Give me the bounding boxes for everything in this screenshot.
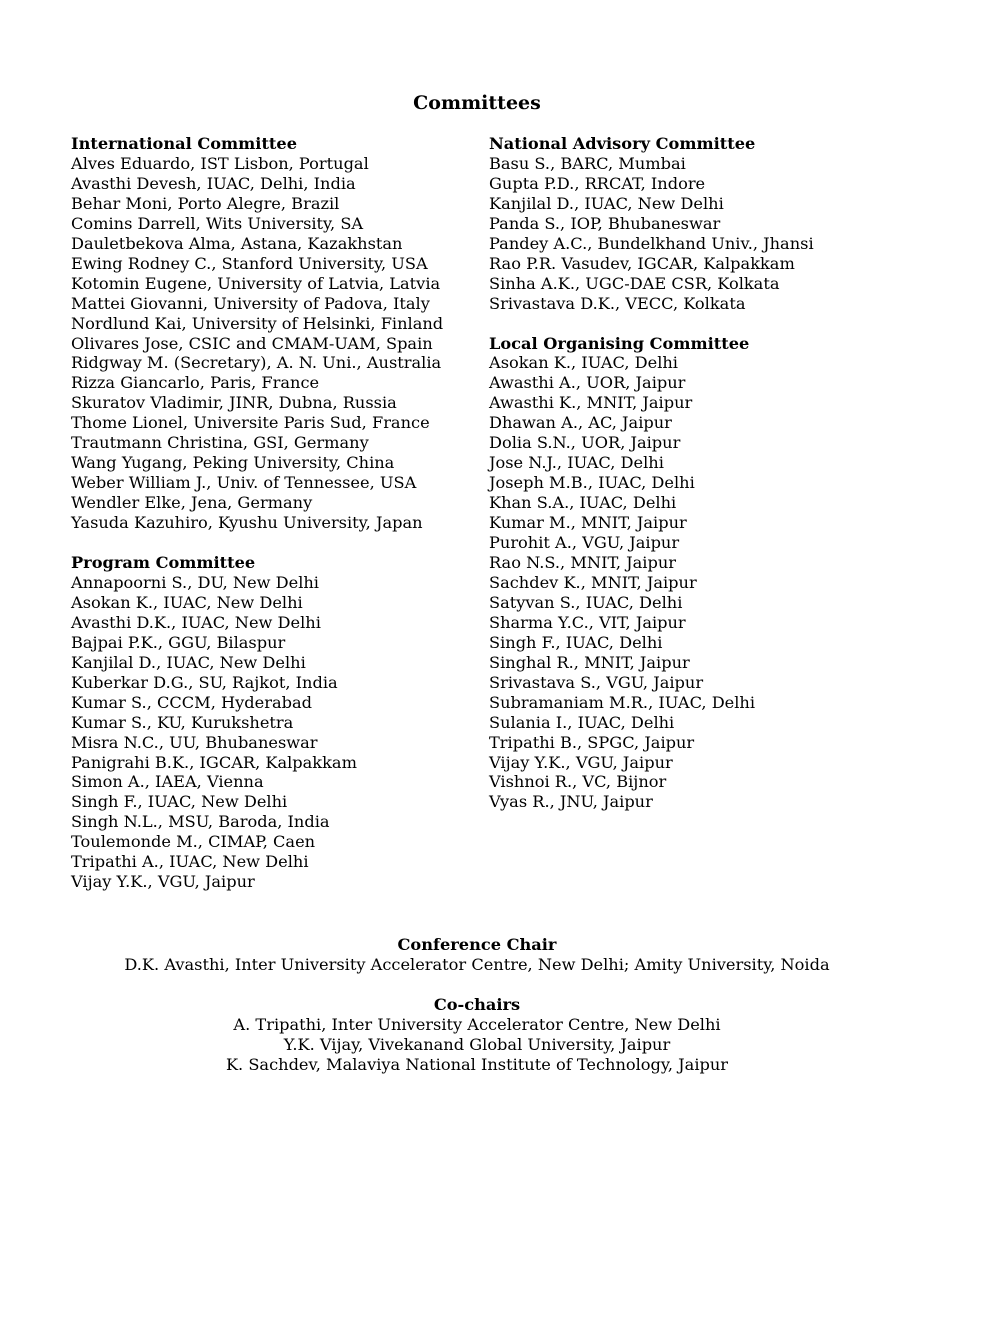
- list-item: Vyas R., JNU, Jaipur: [489, 792, 653, 812]
- co-chairs-heading: Co-chairs: [433, 994, 521, 1014]
- list-item: Olivares Jose, CSIC and CMAM-UAM, Spain: [71, 333, 433, 353]
- list-item: Dauletbekova Alma, Astana, Kazakhstan: [71, 233, 403, 253]
- list-item: Singh F., IUAC, New Delhi: [71, 792, 288, 812]
- local-organising-committee-section: [489, 334, 814, 813]
- list-item: Dolia S.N., UOR, Jaipur: [489, 433, 681, 453]
- list-item: Tripathi B., SPGC, Jaipur: [489, 732, 695, 752]
- list-item: Purohit A., VGU, Jaipur: [489, 533, 680, 553]
- list-item: Gupta P.D., RRCAT, Indore: [489, 173, 706, 193]
- program-committee-section: [71, 553, 443, 892]
- list-item: Mattei Giovanni, University of Padova, Italy: [71, 293, 430, 313]
- list-item: Subramaniam M.R., IUAC, Delhi: [489, 692, 756, 712]
- list-item: Jose N.J., IUAC, Delhi: [489, 453, 664, 473]
- list-item: Ewing Rodney C., Stanford University, USA: [71, 253, 428, 273]
- list-item: Alves Eduardo, IST Lisbon, Portugal: [71, 153, 369, 173]
- list-item: Khan S.A., IUAC, Delhi: [489, 493, 677, 513]
- list-item: Bajpai P.K., GGU, Bilaspur: [71, 632, 286, 652]
- co-chairs-section: [0, 995, 954, 1075]
- list-item: Weber William J., Univ. of Tennessee, USA: [71, 473, 417, 493]
- list-item: Pandey A.C., Bundelkhand Univ., Jhansi: [489, 233, 814, 253]
- list-item: Sulania I., IUAC, Delhi: [489, 712, 675, 732]
- list-item: Behar Moni, Porto Alegre, Brazil: [71, 193, 340, 213]
- list-item: Tripathi A., IUAC, New Delhi: [71, 852, 309, 872]
- list-item: Nordlund Kai, University of Helsinki, Finland: [71, 313, 444, 333]
- list-item: Y.K. Vijay, Vivekanand Global University, Jaipur: [283, 1034, 671, 1054]
- list-item: Skuratov Vladimir, JINR, Dubna, Russia: [71, 393, 397, 413]
- list-item: Srivastava D.K., VECC, Kolkata: [489, 293, 746, 313]
- list-item: Kuberkar D.G., SU, Rajkot, India: [71, 672, 338, 692]
- list-item: Ridgway M. (Secretary), A. N. Uni., Australia: [71, 353, 442, 373]
- list-item: Basu S., BARC, Mumbai: [489, 153, 686, 173]
- list-item: Joseph M.B., IUAC, Delhi: [489, 473, 695, 493]
- list-item: Thome Lionel, Universite Paris Sud, France: [71, 413, 430, 433]
- list-item: Sharma Y.C., VIT, Jaipur: [489, 612, 686, 632]
- international-committee-section: [71, 134, 443, 533]
- list-item: Vishnoi R., VC, Bijnor: [489, 772, 667, 792]
- international-committee-heading: International Committee: [71, 134, 298, 153]
- list-item: Rao P.R. Vasudev, IGCAR, Kalpakkam: [489, 253, 795, 273]
- list-item: Kumar M., MNIT, Jaipur: [489, 513, 687, 533]
- list-item: A. Tripathi, Inter University Accelerator Centre, New Delhi: [233, 1014, 721, 1034]
- list-item: Srivastava S., VGU, Jaipur: [489, 672, 704, 692]
- list-item: Rao N.S., MNIT, Jaipur: [489, 553, 677, 572]
- list-item: Avasthi D.K., IUAC, New Delhi: [71, 612, 321, 632]
- list-item: Panda S., IOP, Bhubaneswar: [489, 213, 721, 233]
- list-item: Misra N.C., UU, Bhubaneswar: [71, 732, 318, 752]
- list-item: Sinha A.K., UGC-DAE CSR, Kolkata: [489, 273, 780, 293]
- co-chairs-list: [0, 1015, 954, 1075]
- right-column: [489, 134, 814, 832]
- list-item: Kumar S., CCCM, Hyderabad: [71, 692, 312, 712]
- list-item: Wendler Elke, Jena, Germany: [71, 493, 313, 513]
- list-item: Toulemonde M., CIMAP, Caen: [71, 832, 316, 852]
- list-item: Rizza Giancarlo, Paris, France: [71, 373, 320, 393]
- list-item: Kanjilal D., IUAC, New Delhi: [71, 652, 306, 672]
- list-item: D.K. Avasthi, Inter University Accelerator Centre, New Delhi; Amity University, Noida: [124, 954, 830, 974]
- list-item: Asokan K., IUAC, New Delhi: [71, 592, 303, 612]
- list-item: Asokan K., IUAC, Delhi: [489, 353, 678, 373]
- conference-chair-section: [0, 935, 954, 975]
- local-organising-committee-heading: Local Organising Committee: [489, 333, 750, 353]
- national-advisory-committee-heading: National Advisory Committee: [489, 134, 756, 153]
- national-advisory-committee-section: [489, 134, 814, 314]
- list-item: Singh F., IUAC, Delhi: [489, 632, 663, 652]
- list-item: Panigrahi B.K., IGCAR, Kalpakkam: [71, 752, 357, 772]
- chairs-block: [0, 935, 954, 1095]
- list-item: Awasthi A., UOR, Jaipur: [489, 373, 686, 393]
- list-item: Dhawan A., AC, Jaipur: [489, 413, 672, 433]
- international-committee-list: [71, 154, 443, 533]
- conference-chair-list: [0, 955, 954, 975]
- left-column: [71, 134, 443, 912]
- list-item: Yasuda Kazuhiro, Kyushu University, Japan: [71, 513, 423, 533]
- list-item: Trautmann Christina, GSI, Germany: [71, 433, 369, 453]
- list-item: Wang Yugang, Peking University, China: [71, 453, 395, 473]
- list-item: Avasthi Devesh, IUAC, Delhi, India: [71, 173, 356, 193]
- list-item: Sachdev K., MNIT, Jaipur: [489, 572, 697, 592]
- program-committee-list: [71, 573, 443, 892]
- list-item: Singhal R., MNIT, Jaipur: [489, 652, 690, 672]
- local-organising-committee-list: [489, 353, 814, 812]
- list-item: Annapoorni S., DU, New Delhi: [71, 572, 319, 592]
- list-item: Comins Darrell, Wits University, SA: [71, 213, 364, 233]
- list-item: Singh N.L., MSU, Baroda, India: [71, 812, 330, 832]
- list-item: Kanjilal D., IUAC, New Delhi: [489, 193, 724, 213]
- list-item: Vijay Y.K., VGU, Jaipur: [71, 872, 255, 892]
- national-advisory-committee-list: [489, 154, 814, 314]
- list-item: Kumar S., KU, Kurukshetra: [71, 712, 294, 732]
- program-committee-heading: Program Committee: [71, 553, 256, 572]
- list-item: K. Sachdev, Malaviya National Institute of Technology, Jaipur: [225, 1054, 729, 1074]
- list-item: Simon A., IAEA, Vienna: [71, 772, 264, 792]
- list-item: Vijay Y.K., VGU, Jaipur: [489, 752, 673, 772]
- list-item: Kotomin Eugene, University of Latvia, Latvia: [71, 273, 441, 293]
- list-item: Awasthi K., MNIT, Jaipur: [489, 393, 693, 413]
- list-item: Satyvan S., IUAC, Delhi: [489, 592, 683, 612]
- page-title: Committees: [413, 92, 541, 114]
- conference-chair-heading: Conference Chair: [397, 935, 557, 954]
